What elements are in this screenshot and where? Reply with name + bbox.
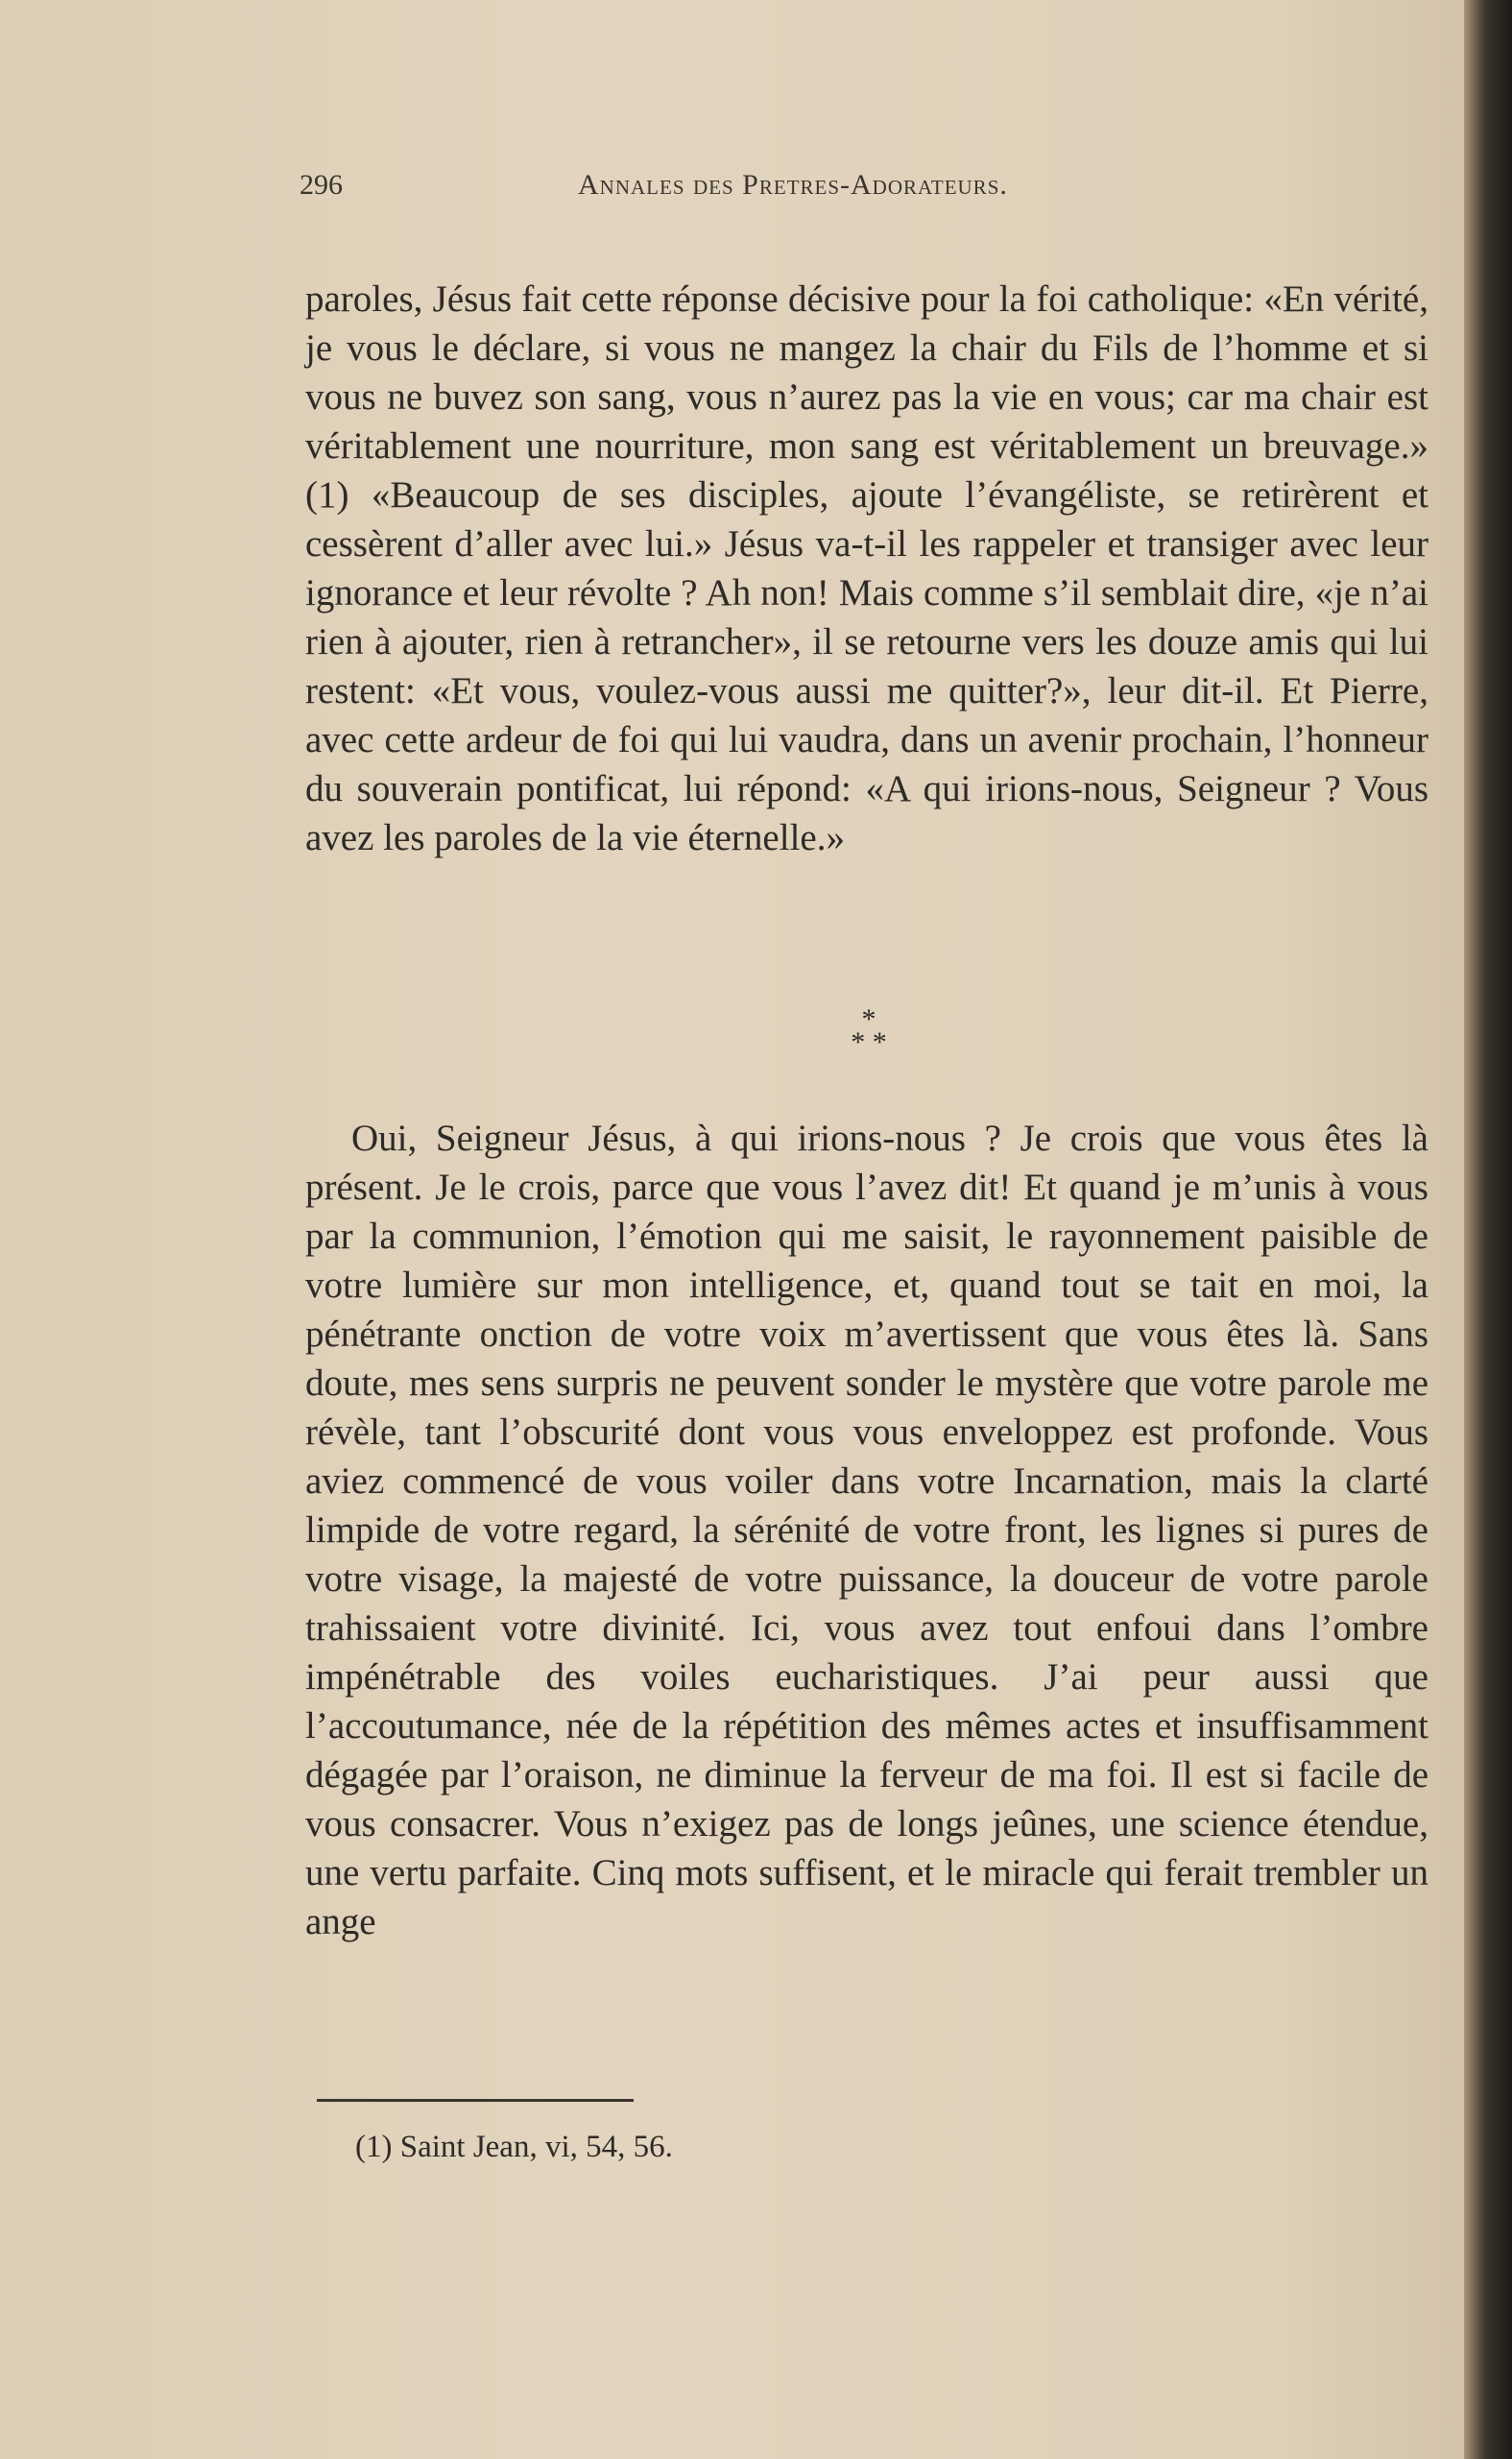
body-text-2 bbox=[305, 1114, 1428, 1946]
asterism-bottom: * * bbox=[851, 1026, 887, 1058]
body-text bbox=[305, 275, 1428, 862]
page-number: 296 bbox=[300, 169, 343, 201]
book-spine-shadow bbox=[1464, 0, 1512, 2459]
section-break-asterism bbox=[826, 1003, 912, 1066]
footnote-rule bbox=[317, 2099, 634, 2102]
paragraph-2: Oui, Seigneur Jésus, à qui irions-nous ? Je crois que vous êtes là présent. Je le crois, parce que vous l’avez dit! Et quand je m’unis à vous par la communion, l’émotion qui me saisit, le rayonnement paisible de votre lumière sur mon intelligence, et, quand tout se tait en moi, la pénétrante onction de votre voix m’avertissent que vous êtes là. Sans doute, mes sens surpris ne peuvent sonder le mystère que votre parole me révèle, tant l’obscurité dont vous vous enveloppez est profonde. Vous aviez commencé de vous voiler dans votre Incarnation, mais la clarté limpide de votre regard, la sérénité de votre front, les lignes si pures de votre visage, la majesté de votre puissance, la douceur de votre parole trahissaient votre divinité. Ici, vous avez tout enfoui dans l’ombre impénétrable des voiles eucharistiques. J’ai peur aussi que l’accoutumance, née de la répétition des mêmes actes et insuffisamment dégagée par l’oraison, ne diminue la ferveur de ma foi. Il est si facile de vous consacrer. Vous n’exigez pas de longs jeûnes, une science étendue, une vertu parfaite. Cinq mots suffisent, et le miracle qui ferait trembler un ange bbox=[305, 1118, 1428, 1942]
asterism-top: * bbox=[861, 1003, 876, 1035]
running-title: Annales des Pretres-Adorateurs. bbox=[578, 169, 1008, 201]
footnote: (1) Saint Jean, vi, 54, 56. bbox=[355, 2130, 673, 2164]
paragraph-1: paroles, Jésus fait cette réponse décisive pour la foi catholique: «En vérité, je vous le déclare, si vous ne mangez la chair du Fils de l’homme et si vous ne buvez son sang, vous n’aurez pas la vie en vous; car ma chair est véritablement une nourriture, mon sang est véritablement un breuvage.» (1) «Beaucoup de ses disciples, ajoute l’évangéliste, se retirèrent et cessèrent d’aller avec lui.» Jésus va-t-il les rappeler et transiger avec leur ignorance et leur révolte ? Ah non! Mais comme s’il semblait dire, «je n’ai rien à ajouter, rien à retrancher», il se retourne vers les douze amis qui lui restent: «Et vous, voulez-vous aussi me quitter?», leur dit-il. Et Pierre, avec cette ardeur de foi qui lui vaudra, dans un avenir prochain, l’honneur du souverain pontificat, lui répond: «A qui irions-nous, Seigneur ? Vous avez les paroles de la vie éternelle.» bbox=[305, 278, 1428, 858]
page-header bbox=[300, 165, 1452, 207]
